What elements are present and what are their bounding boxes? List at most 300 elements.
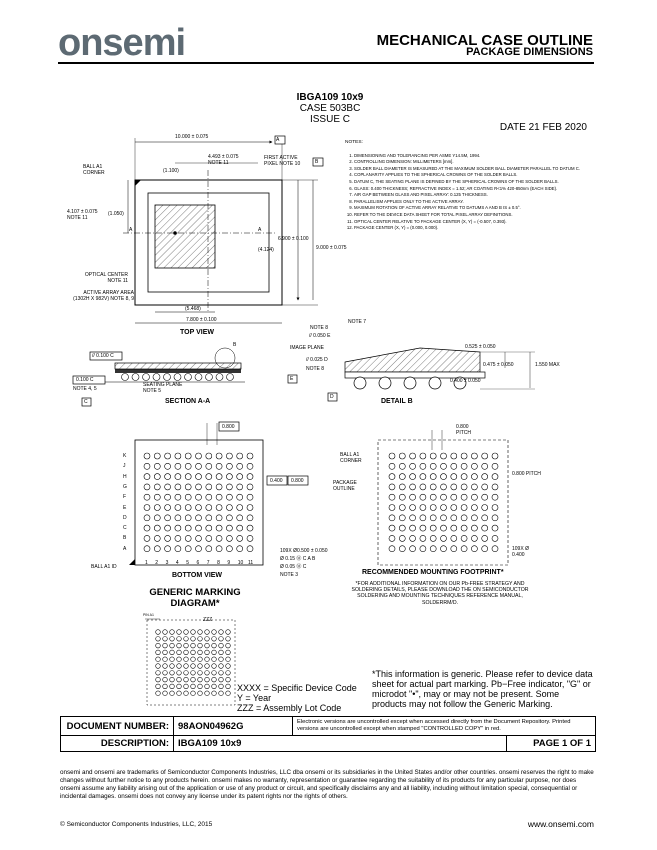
solder-ball: [175, 505, 181, 511]
footprint-pad: [441, 474, 447, 480]
solder-ball: [144, 535, 150, 541]
bottom-view-drawing: [129, 422, 308, 565]
section-fcf-bottom: 0.100 C: [76, 377, 94, 383]
document-info-table: [60, 716, 596, 752]
section-ball: [143, 374, 150, 381]
marking-ball: [212, 664, 217, 669]
footprint-pad: [482, 453, 488, 459]
section-caption: SECTION A-A: [165, 398, 211, 405]
section-ball: [132, 374, 139, 381]
footprint-pad: [399, 463, 405, 469]
solder-ball: [247, 505, 253, 511]
solder-ball: [206, 546, 212, 552]
solder-ball: [154, 463, 160, 469]
solder-ball: [206, 494, 212, 500]
marking-ball: [170, 650, 175, 655]
section-a-right: A: [258, 227, 262, 233]
note-item: 7. AIR GAP BETWEEN GLASS AND PIXEL ARRAY: 0.125 THICKNESS.: [354, 192, 605, 199]
datum-b-box: B: [315, 159, 319, 165]
legend-y: Y = Year: [237, 693, 272, 703]
dim-7800: 7.800 ± 0.100: [186, 317, 217, 323]
marking-ball: [177, 684, 182, 689]
solder-ball: [206, 515, 212, 521]
footprint-pad: [471, 453, 477, 459]
solder-ball: [247, 515, 253, 521]
col-label: 10: [237, 560, 244, 566]
detail-note7: NOTE 7: [348, 319, 367, 325]
marking-ball: [198, 630, 203, 635]
footprint-pad: [441, 494, 447, 500]
solder-ball: [237, 453, 243, 459]
marking-ball: [177, 657, 182, 662]
footprint-pad: [451, 453, 457, 459]
solder-ball: [226, 484, 232, 490]
solder-ball: [165, 453, 171, 459]
marking-ball: [156, 671, 161, 676]
marking-ball: [219, 684, 224, 689]
marking-ball: [177, 671, 182, 676]
solder-ball: [144, 453, 150, 459]
marking-ball: [163, 664, 168, 669]
solder-ball: [175, 463, 181, 469]
solder-ball: [216, 535, 222, 541]
detail-note8: NOTE 8: [310, 325, 329, 331]
row-label: D: [123, 514, 127, 521]
marking-ball: [156, 691, 161, 696]
marking-ball: [184, 671, 189, 676]
marking-ball: [184, 650, 189, 655]
solder-ball: [226, 515, 232, 521]
footprint-pad: [399, 453, 405, 459]
marking-ball: [212, 677, 217, 682]
solder-ball: [175, 474, 181, 480]
solder-ball: [165, 505, 171, 511]
solder-ball: [144, 484, 150, 490]
footprint-pad: [441, 453, 447, 459]
col-label: 9: [227, 560, 231, 566]
footprint-pad: [410, 546, 416, 552]
marking-ball: [170, 684, 175, 689]
solder-ball: [247, 535, 253, 541]
marking-ball: [184, 643, 189, 648]
dim-1100: (1.100): [163, 168, 179, 174]
note-item: 5. DATUM C, THE SEATING PLANE IS DEFINED BY THE SPHERICAL CROWNS OF THE SOLDER BALLS.: [354, 179, 605, 186]
solder-ball: [175, 494, 181, 500]
footprint-pad: [492, 515, 498, 521]
active-array-area: [155, 205, 215, 268]
section-ball: [185, 374, 192, 381]
solder-ball: [185, 515, 191, 521]
footprint-pad: [410, 525, 416, 531]
footprint-pad: [451, 474, 457, 480]
active-area-label: ACTIVE ARRAY AREA (1302H X 982V) NOTE 8, 9: [73, 290, 134, 302]
marking-ball: [184, 664, 189, 669]
solder-ball: [247, 494, 253, 500]
solder-ball: [175, 546, 181, 552]
marking-ball: [226, 650, 231, 655]
footprint-pad: [492, 535, 498, 541]
marking-ball: [170, 657, 175, 662]
footprint-pad: [441, 505, 447, 511]
marking-ball: [205, 691, 210, 696]
solder-ball: [206, 505, 212, 511]
solder-ball: [196, 484, 202, 490]
footprint-pad: [420, 525, 426, 531]
solder-ball: [185, 546, 191, 552]
footprint-pad: [420, 535, 426, 541]
solder-ball: [165, 494, 171, 500]
marking-ball: [212, 637, 217, 642]
solder-ball: [206, 463, 212, 469]
section-b-label: B: [233, 342, 237, 348]
document-subtitle: PACKAGE DIMENSIONS: [466, 46, 593, 58]
optical-center-dot: [173, 231, 177, 235]
solder-ball: [144, 494, 150, 500]
section-fcf-top: // 0.100 C: [92, 353, 114, 359]
note-item: 4. COPLANARITY APPLIES TO THE SPHERICAL CROWNS OF THE SOLDER BALLS.: [354, 172, 605, 179]
marking-ball: [212, 691, 217, 696]
marking-ball: [191, 691, 196, 696]
website-link[interactable]: www.onsemi.com: [527, 819, 594, 829]
solder-ball: [237, 463, 243, 469]
solder-ball: [226, 535, 232, 541]
footprint-pad: [430, 453, 436, 459]
footprint-pad: [482, 484, 488, 490]
solder-ball: [247, 546, 253, 552]
solder-ball: [216, 453, 222, 459]
footprint-pad: [430, 525, 436, 531]
solder-ball: [154, 525, 160, 531]
marking-ball: [198, 657, 203, 662]
footprint-pad: [482, 505, 488, 511]
footprint-pad: [461, 515, 467, 521]
marking-ball: [212, 657, 217, 662]
package-case: CASE 503BC: [299, 103, 361, 114]
marking-ball: [184, 637, 189, 642]
footprint-pad: [389, 474, 395, 480]
datum-a-box: A: [276, 137, 280, 143]
solder-ball: [216, 525, 222, 531]
solder-ball: [196, 494, 202, 500]
marking-ball: [170, 643, 175, 648]
generic-marking-title: GENERIC MARKING DIAGRAM*: [149, 587, 241, 609]
footprint-pad: [410, 515, 416, 521]
detail-fcf-050: // 0.050 E: [309, 333, 331, 339]
solder-ball: [237, 515, 243, 521]
marking-ball: [191, 684, 196, 689]
ball-spec: 109X Ø0.500 ± 0.050: [280, 548, 328, 554]
solder-ball: [237, 474, 243, 480]
footprint-pad: [461, 453, 467, 459]
dim-6900: 6.900 ± 0.100: [278, 236, 309, 242]
footprint-pad: [420, 474, 426, 480]
marking-ball: [156, 657, 161, 662]
solder-ball: [185, 525, 191, 531]
footprint-pad: [410, 453, 416, 459]
footprint-pitch-right: 0.800 PITCH: [512, 471, 541, 477]
detail-note8b: NOTE 8: [306, 366, 325, 372]
solder-ball: [237, 505, 243, 511]
marking-ball: [198, 684, 203, 689]
note-item: 1. DIMENSIONING AND TOLERANCING PER ASME Y14.5M, 1994.: [354, 153, 605, 160]
detail-caption: DETAIL B: [381, 398, 413, 405]
datum-d-box: D: [330, 394, 334, 400]
footprint-pad: [430, 535, 436, 541]
footprint-pad: [482, 546, 488, 552]
row-label: H: [123, 473, 127, 480]
footprint-pad: [389, 515, 395, 521]
marking-ball: [205, 630, 210, 635]
footprint-pad: [441, 463, 447, 469]
footprint-pad: [451, 494, 457, 500]
footprint-pad: [389, 546, 395, 552]
footprint-pad: [399, 494, 405, 500]
footprint-caption: RECOMMENDED MOUNTING FOOTPRINT*: [362, 569, 504, 576]
solder-ball: [154, 535, 160, 541]
footprint-pad: [471, 535, 477, 541]
footprint-pad: [492, 484, 498, 490]
footprint-pad: [389, 484, 395, 490]
dim-5468: (5.468): [185, 306, 201, 312]
footprint-pad: [471, 525, 477, 531]
solder-ball: [165, 525, 171, 531]
marking-ball: [191, 671, 196, 676]
solder-ball: [165, 535, 171, 541]
marking-ball: [205, 643, 210, 648]
ball-a1-corner-label: BALL A1 CORNER: [83, 164, 105, 176]
row-label: F: [123, 494, 127, 501]
solder-ball: [175, 484, 181, 490]
col-label: 3: [165, 560, 169, 566]
footprint-pad: [471, 474, 477, 480]
detail-b-drawing: [288, 348, 535, 401]
section-ball: [122, 374, 129, 381]
footprint-pad: [461, 505, 467, 511]
bottom-note3: NOTE 3: [280, 572, 299, 578]
solder-ball: [185, 463, 191, 469]
solder-ball: [206, 525, 212, 531]
marking-ball: [156, 677, 161, 682]
section-ball: [216, 374, 223, 381]
marking-ball: [170, 637, 175, 642]
dim-475: 0.475 ± 0.050: [483, 362, 514, 368]
footprint-pad: 109X Ø 0.400: [512, 546, 529, 558]
footprint-pad: [430, 494, 436, 500]
copyright: © Semiconductor Components Industries, LLC, 2015: [60, 821, 213, 828]
dim-4124: (4.124): [258, 247, 274, 253]
solder-ball: [165, 463, 171, 469]
footprint-pad: [399, 525, 405, 531]
footprint-pad: [451, 484, 457, 490]
solder-ball: [154, 484, 160, 490]
solder-ball: [144, 474, 150, 480]
marking-code: ZZZ: [203, 617, 213, 623]
solder-ball: [226, 463, 232, 469]
ball-a1-id-label: BALL A1 ID: [91, 564, 117, 570]
doc-number-value: 98AON04962G: [174, 717, 293, 736]
footprint-pad: [410, 463, 416, 469]
dim-1050: (1.050): [108, 211, 124, 217]
dim-525: 0.525 ± 0.050: [465, 344, 496, 350]
footprint-pad: [430, 515, 436, 521]
marking-ball: [212, 684, 217, 689]
solder-ball: [226, 474, 232, 480]
dim-width: 10.000 ± 0.075: [175, 134, 209, 140]
footprint-pad: [441, 484, 447, 490]
first-pixel-label: FIRST ACTIVE PIXEL NOTE 10: [264, 155, 301, 167]
footprint-pad: [461, 535, 467, 541]
footprint-pad: [420, 494, 426, 500]
marking-ball: [177, 664, 182, 669]
footprint-pad: [430, 484, 436, 490]
marking-ball: [198, 637, 203, 642]
solder-ball: [216, 515, 222, 521]
solder-ball: [216, 546, 222, 552]
marking-ball: [205, 637, 210, 642]
datum-c-box: C: [84, 399, 88, 405]
footprint-pad: [471, 546, 477, 552]
col-label: 5: [186, 560, 189, 566]
description-label: DESCRIPTION:: [61, 736, 174, 752]
solder-ball: [247, 463, 253, 469]
footprint-ball-a1: BALL A1 CORNER: [340, 452, 362, 464]
marking-ball: [191, 677, 196, 682]
solder-ball: [175, 535, 181, 541]
marking-ball: [156, 684, 161, 689]
col-label: 4: [175, 560, 179, 566]
solder-ball: [237, 525, 243, 531]
dim-400: 0.400 ± 0.050: [450, 378, 481, 384]
marking-ball: [226, 657, 231, 662]
footprint-pad: [471, 463, 477, 469]
marking-ball: [212, 630, 217, 635]
marking-ball: [219, 677, 224, 682]
marking-ball: [226, 684, 231, 689]
bottom-box400: 0.400: [270, 478, 283, 484]
solder-ball: [196, 453, 202, 459]
note-item: 2. CONTROLLING DIMENSION: MILLIMETERS [mm].: [354, 159, 605, 166]
solder-ball: [144, 505, 150, 511]
top-view-caption: TOP VIEW: [180, 329, 214, 336]
marking-ball: [198, 691, 203, 696]
solder-ball: [226, 453, 232, 459]
marking-ball: [226, 664, 231, 669]
solder-ball: [196, 525, 202, 531]
footprint-pad: [410, 474, 416, 480]
solder-ball: [206, 474, 212, 480]
footprint-pad: [441, 546, 447, 552]
seating-plane-label: SEATING PLANE NOTE 5: [143, 382, 183, 394]
footprint-pad: [430, 474, 436, 480]
section-note45: NOTE 4, 5: [73, 386, 97, 392]
note-item: 9. MAXIMUM ROTATION OF ACTIVE ARRAY RELATIVE TO DATUMS A AND B IS ± 0.5°.: [354, 205, 605, 212]
footprint-pad: [492, 505, 498, 511]
solder-ball: [216, 474, 222, 480]
footprint-pitch-top: 0.800 PITCH: [456, 424, 471, 436]
solder-ball: [175, 525, 181, 531]
footprint-pad: [471, 494, 477, 500]
solder-ball: [216, 494, 222, 500]
solder-ball: [196, 463, 202, 469]
marking-ball: [163, 657, 168, 662]
row-label: J: [123, 463, 126, 470]
footprint-pad: [471, 484, 477, 490]
footprint-pad: [399, 535, 405, 541]
footprint-pad: [389, 453, 395, 459]
solder-ball: [154, 453, 160, 459]
footprint-pad: [410, 484, 416, 490]
solder-ball: [154, 515, 160, 521]
footprint-pad: [410, 494, 416, 500]
footprint-pad: [461, 474, 467, 480]
a1-corner-mark: [135, 180, 141, 186]
marking-ball: [205, 677, 210, 682]
optical-center-label: OPTICAL CENTER NOTE 11: [84, 272, 128, 284]
document-title: MECHANICAL CASE OUTLINE: [376, 32, 593, 49]
solder-ball: [226, 525, 232, 531]
footprint-pad: [492, 494, 498, 500]
marking-ball: [191, 630, 196, 635]
footprint-pad: [389, 494, 395, 500]
marking-ball: [191, 650, 196, 655]
solder-ball: [154, 505, 160, 511]
solder-ball: [165, 546, 171, 552]
marking-ball: [205, 657, 210, 662]
row-label: G: [123, 483, 127, 490]
marking-ball: [226, 643, 231, 648]
footprint-pad: [451, 535, 457, 541]
footprint-pad: [420, 515, 426, 521]
marking-ball: [177, 677, 182, 682]
note-item: 3. SOLDER BALL DIAMETER IS MEASURED AT THE MAXIMUM SOLDER BALL DIAMETER PARALLEL TO DATUM C.: [354, 166, 605, 173]
solder-ball: [206, 484, 212, 490]
footprint-pad: [399, 546, 405, 552]
solder-ball: [226, 494, 232, 500]
marking-ball: [219, 664, 224, 669]
solder-ball: [165, 515, 171, 521]
footprint-note: *FOR ADDITIONAL INFORMATION ON OUR Pb-FREE STRATEGY AND SOLDERING DETAILS, PLEASE DOWNLOAD THE ON SEMICONDUCTOR SOLDERING AND MOUNTING TECHNIQUES REFERENCE MANUAL, SOLDERRM/D.: [351, 581, 529, 606]
dim-offset: 4.493 ± 0.075 NOTE 11: [208, 154, 239, 166]
footprint-pad: [482, 463, 488, 469]
marking-ball: [184, 691, 189, 696]
marking-ball: [226, 630, 231, 635]
footprint-pad: [492, 525, 498, 531]
bottom-box800: 0.800: [291, 478, 304, 484]
marking-ball: [163, 691, 168, 696]
solder-ball: [144, 546, 150, 552]
footprint-pad: [451, 463, 457, 469]
solder-ball: [175, 453, 181, 459]
marking-ball: [177, 637, 182, 642]
marking-ball: [226, 691, 231, 696]
section-ball: [174, 374, 181, 381]
marking-ball: [156, 630, 161, 635]
footprint-pad: [461, 546, 467, 552]
col-label: 1: [145, 560, 148, 566]
footprint-pad: [482, 515, 488, 521]
marking-ball: [163, 643, 168, 648]
footprint-pad: [451, 525, 457, 531]
footprint-pad: [461, 525, 467, 531]
col-label: 11: [248, 560, 254, 566]
solder-ball: [154, 474, 160, 480]
footprint-pad: [420, 484, 426, 490]
solder-ball: [196, 505, 202, 511]
solder-ball: [185, 484, 191, 490]
solder-ball: [196, 515, 202, 521]
row-label: C: [123, 525, 127, 532]
generic-marking-note: *This information is generic. Please refer to device data sheet for actual part marking. Pb−Free indicator, "G" or microdot "•", may or may not be present. Some products may not follow the Generic Marking.: [372, 669, 593, 709]
